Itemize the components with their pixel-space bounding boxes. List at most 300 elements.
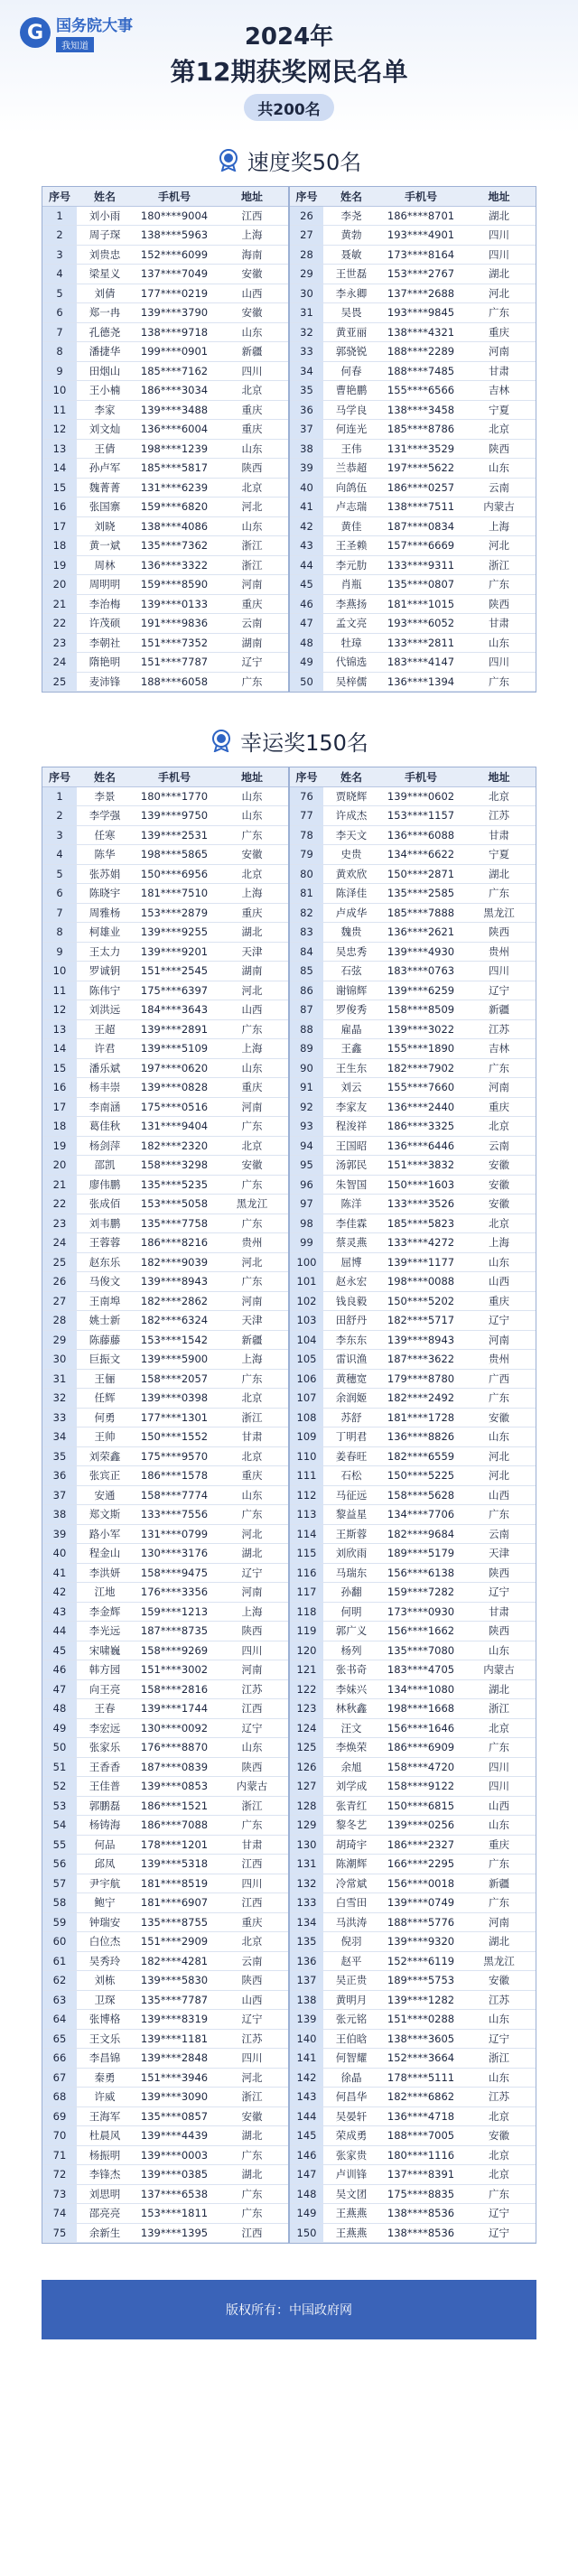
winner-name: 许君 [77,1039,133,1059]
winner-name: 李学强 [77,806,133,826]
winner-region: 天津 [216,1311,289,1331]
table-row [42,1446,536,1466]
table-row [42,1855,536,1874]
column-header: 地址 [462,767,536,786]
winner-phone: 183****4147 [379,653,462,673]
winner-name: 何明 [323,1602,379,1622]
medal-icon [210,729,233,752]
winner-region: 云南 [462,1136,536,1156]
winner-region: 北京 [462,1117,536,1137]
table-row [42,1524,536,1544]
winner-no: 16 [42,1078,77,1098]
winner-region: 湖南 [216,633,289,653]
winner-name: 任寒 [77,825,133,845]
winner-region: 广东 [462,1738,536,1758]
winner-phone: 130****3176 [133,1544,216,1564]
winner-no: 7 [42,903,77,923]
winner-no: 32 [42,1389,77,1409]
winner-region: 四川 [462,245,536,265]
winner-no: 65 [42,2029,77,2049]
winner-phone: 182****2320 [133,1136,216,1156]
winner-phone: 153****5058 [133,1195,216,1214]
winner-name: 孙翻 [323,1583,379,1603]
winner-phone: 152****6119 [379,1951,462,1971]
winner-no: 18 [42,536,77,556]
winner-region: 北京 [216,478,289,498]
table-row [42,2204,536,2224]
winner-phone: 139****1744 [133,1699,216,1719]
winner-no: 23 [42,633,77,653]
winner-no: 3 [42,825,77,845]
winner-no: 48 [289,633,323,653]
winner-phone: 176****8870 [133,1738,216,1758]
winner-region: 山东 [462,1816,536,1836]
winner-phone: 158****9475 [133,1563,216,1583]
winner-phone: 158****2057 [133,1369,216,1389]
winner-region: 山西 [462,1796,536,1816]
winner-phone: 185****5823 [379,1214,462,1233]
winner-no: 88 [289,1019,323,1039]
winner-no: 49 [42,1718,77,1738]
winner-phone: 184****3643 [133,1000,216,1020]
winner-region: 天津 [462,1544,536,1564]
winner-phone: 135****5235 [133,1175,216,1195]
winner-name: 李天文 [323,825,379,845]
winner-name: 吴正贵 [323,1971,379,1991]
winner-no: 90 [289,1058,323,1078]
winner-no: 103 [289,1311,323,1331]
winner-name: 刘思明 [77,2184,133,2204]
winner-name: 刘倩 [77,284,133,303]
winner-no: 84 [289,942,323,962]
brand-sub: 我知道 [56,37,94,52]
winner-name: 王蓉蓉 [77,1233,133,1253]
winner-region: 四川 [462,226,536,246]
winner-no: 20 [42,1156,77,1176]
winner-name: 廖伟鹏 [77,1175,133,1195]
winner-phone: 134****7706 [379,1505,462,1525]
winner-phone: 176****3356 [133,1583,216,1603]
winner-name: 刘栋 [77,1971,133,1991]
winner-no: 118 [289,1602,323,1622]
winner-region: 北京 [462,2165,536,2185]
winner-region: 浙江 [462,555,536,575]
winner-phone: 139****5830 [133,1971,216,1991]
winner-region: 上海 [462,1233,536,1253]
winner-name: 李治梅 [77,594,133,614]
winner-no: 17 [42,516,77,536]
winner-no: 134 [289,1912,323,1932]
winner-no: 113 [289,1505,323,1525]
winner-phone: 136****6088 [379,825,462,845]
winner-name: 李元肋 [323,555,379,575]
winner-phone: 175****9570 [133,1446,216,1466]
winner-phone: 188****7005 [379,2126,462,2146]
winner-name: 王海军 [77,2106,133,2126]
table-row [42,594,536,614]
lucky-section-title: 幸运奖150名 [240,730,368,756]
winner-name: 史贵 [323,845,379,865]
winner-no: 13 [42,1019,77,1039]
winner-region: 安徽 [216,1156,289,1176]
winner-phone: 156****6138 [379,1563,462,1583]
winner-region: 贵州 [462,942,536,962]
winner-name: 周子琛 [77,226,133,246]
winner-phone: 158****9269 [133,1641,216,1660]
winner-name: 赵东乐 [77,1252,133,1272]
winner-name: 程金山 [77,1544,133,1564]
winner-name: 罗诚钥 [77,962,133,981]
winner-region: 山东 [216,516,289,536]
winner-phone: 182****6559 [379,1446,462,1466]
winner-phone: 158****5628 [379,1485,462,1505]
winner-no: 137 [289,1971,323,1991]
winner-phone: 158****3298 [133,1156,216,1176]
winner-phone: 151****3002 [133,1660,216,1680]
winner-region: 陕西 [462,594,536,614]
winner-name: 兰恭超 [323,459,379,479]
winner-no: 2 [42,806,77,826]
winner-region: 黑龙江 [216,1195,289,1214]
winner-name: 魏贵 [323,923,379,943]
column-header: 地址 [216,767,289,786]
winner-no: 43 [289,536,323,556]
winner-no: 63 [42,1990,77,2010]
column-header: 序号 [289,187,323,206]
winner-no: 99 [289,1233,323,1253]
winner-no: 86 [289,981,323,1000]
winner-no: 9 [42,942,77,962]
winner-region: 甘肃 [216,1427,289,1447]
table-row [42,265,536,284]
winner-region: 河南 [216,1291,289,1311]
winner-name: 陈潮辉 [323,1855,379,1874]
winner-no: 87 [289,1000,323,1020]
table-row [42,1233,536,1253]
table-row [42,1389,536,1409]
header [0,0,578,134]
winner-phone: 197****0620 [133,1058,216,1078]
winner-name: 向王亮 [77,1679,133,1699]
winner-no: 17 [42,1097,77,1117]
winner-no: 42 [289,516,323,536]
winner-name: 杨铸海 [77,1816,133,1836]
winner-region: 新疆 [216,342,289,362]
winner-name: 刘欣雨 [323,1544,379,1564]
winner-no: 149 [289,2204,323,2224]
winner-name: 杨列 [323,1641,379,1660]
winner-name: 何连光 [323,420,379,440]
winner-name: 李东东 [323,1330,379,1350]
table-row [42,1835,536,1855]
column-header: 手机号 [133,767,216,786]
winner-phone: 139****1181 [133,2029,216,2049]
winner-region: 浙江 [216,555,289,575]
winner-name: 何勇 [77,1408,133,1427]
winner-region: 安徽 [216,845,289,865]
winner-region: 浙江 [462,2049,536,2069]
winner-phone: 150****1603 [379,1175,462,1195]
winner-phone: 139****5109 [133,1039,216,1059]
winner-no: 29 [289,265,323,284]
winner-phone: 182****5717 [379,1311,462,1331]
winner-region: 浙江 [216,1408,289,1427]
winner-region: 甘肃 [462,825,536,845]
winner-phone: 186****3325 [379,1117,462,1137]
winner-name: 王燕燕 [323,2223,379,2243]
winner-name: 麦沛锋 [77,672,133,692]
winner-phone: 151****3946 [133,2068,216,2088]
medal-icon [217,148,240,172]
winner-region: 安徽 [462,1971,536,1991]
winner-region: 四川 [216,1641,289,1660]
winner-name: 何智耀 [323,2049,379,2069]
winner-no: 125 [289,1738,323,1758]
winner-region: 重庆 [216,903,289,923]
winner-region: 河南 [462,1078,536,1098]
winner-phone: 139****3790 [133,303,216,323]
table-row [42,1932,536,1952]
table-row [42,361,536,381]
winner-phone: 131****0799 [133,1524,216,1544]
winner-region: 辽宁 [462,2029,536,2049]
winner-no: 60 [42,1932,77,1952]
table-row [42,1583,536,1603]
winner-region: 江苏 [462,2088,536,2107]
winner-phone: 133****7556 [133,1505,216,1525]
winner-name: 田烟山 [77,361,133,381]
winner-phone: 133****9311 [379,555,462,575]
winner-region: 云南 [462,478,536,498]
winner-name: 王鑫 [323,1039,379,1059]
winner-no: 44 [42,1622,77,1641]
table-row [42,825,536,845]
winner-phone: 137****7049 [133,265,216,284]
table-row [42,864,536,884]
winner-name: 倪羽 [323,1932,379,1952]
table-row [42,2223,536,2243]
winner-name: 牡璋 [323,633,379,653]
winner-phone: 139****9750 [133,806,216,826]
winner-no: 22 [42,1195,77,1214]
winner-no: 24 [42,1233,77,1253]
winner-phone: 157****6669 [379,536,462,556]
winner-name: 郭鹏磊 [77,1796,133,1816]
winner-region: 重庆 [216,1078,289,1098]
winner-no: 98 [289,1214,323,1233]
winner-name: 吴忠秀 [323,942,379,962]
winner-region: 上海 [462,516,536,536]
winner-region: 内蒙古 [216,1777,289,1797]
winner-no: 45 [42,1641,77,1660]
winner-no: 127 [289,1777,323,1797]
winner-name: 许威 [77,2088,133,2107]
winner-phone: 188****6058 [133,672,216,692]
winner-no: 52 [42,1777,77,1797]
winner-name: 安通 [77,1485,133,1505]
winner-no: 10 [42,962,77,981]
winner-region: 河北 [462,1446,536,1466]
winner-region: 辽宁 [462,1583,536,1603]
winner-no: 48 [42,1699,77,1719]
winner-region: 广东 [462,1855,536,1874]
winner-region: 陕西 [216,1971,289,1991]
winner-no: 64 [42,2010,77,2030]
winner-region: 上海 [216,1602,289,1622]
table-row [42,1350,536,1370]
winner-phone: 150****5202 [379,1291,462,1311]
table-row [42,2049,536,2069]
winner-phone: 139****6259 [379,981,462,1000]
winner-phone: 138****8536 [379,2223,462,2243]
winner-no: 93 [289,1117,323,1137]
winner-no: 117 [289,1583,323,1603]
winner-phone: 180****9004 [133,206,216,226]
winner-region: 安徽 [462,1408,536,1427]
winner-name: 葛佳秋 [77,1117,133,1137]
winner-region: 广东 [216,1816,289,1836]
winner-phone: 136****2440 [379,1097,462,1117]
winner-region: 四川 [462,962,536,981]
table-row [42,400,536,420]
table-row [42,1718,536,1738]
winner-region: 河北 [462,536,536,556]
winner-region: 河南 [216,1583,289,1603]
winner-region: 河南 [216,1660,289,1680]
winner-name: 陈晓宇 [77,884,133,904]
winner-phone: 139****5900 [133,1350,216,1370]
winner-no: 27 [42,1291,77,1311]
lucky-table [42,767,536,2244]
winner-no: 100 [289,1252,323,1272]
winner-name: 王国昭 [323,1136,379,1156]
winner-phone: 138****3458 [379,400,462,420]
winner-phone: 130****0092 [133,1718,216,1738]
winner-no: 108 [289,1408,323,1427]
winner-region: 吉林 [462,1039,536,1059]
winner-name: 黎冬艺 [323,1816,379,1836]
winner-name: 王帅 [77,1427,133,1447]
winner-phone: 150****2871 [379,864,462,884]
winner-name: 黄佳 [323,516,379,536]
winner-region: 浙江 [216,2088,289,2107]
winner-no: 107 [289,1389,323,1409]
winner-no: 132 [289,1874,323,1893]
winner-no: 21 [42,594,77,614]
winner-region: 上海 [216,884,289,904]
winner-no: 47 [42,1679,77,1699]
winner-name: 李燕扬 [323,594,379,614]
winner-region: 上海 [216,1350,289,1370]
winner-no: 18 [42,1117,77,1137]
table-row [42,1893,536,1913]
table-row [42,1699,536,1719]
winner-phone: 135****7080 [379,1641,462,1660]
winner-phone: 133****2811 [379,633,462,653]
table-row [42,1990,536,2010]
winner-region: 江西 [216,1699,289,1719]
winner-no: 2 [42,226,77,246]
winner-phone: 139****3022 [379,1019,462,1039]
column-header: 姓名 [77,187,133,206]
winner-phone: 138****7511 [379,498,462,517]
speed-section-header [0,134,578,186]
winner-no: 1 [42,206,77,226]
winner-region: 重庆 [216,400,289,420]
winner-no: 96 [289,1175,323,1195]
winner-region: 辽宁 [216,1563,289,1583]
winner-region: 安徽 [462,1195,536,1214]
winner-phone: 185****8786 [379,420,462,440]
winner-phone: 139****2891 [133,1019,216,1039]
winner-name: 李永卿 [323,284,379,303]
winner-no: 135 [289,1932,323,1952]
winner-region: 安徽 [462,1175,536,1195]
winner-region: 广东 [462,1389,536,1409]
winner-no: 6 [42,884,77,904]
winner-region: 四川 [216,1874,289,1893]
winner-phone: 134****1080 [379,1679,462,1699]
winner-name: 李朝社 [77,633,133,653]
winner-phone: 173****8164 [379,245,462,265]
winner-phone: 186****1578 [133,1466,216,1486]
speed-section-title: 速度奖50名 [247,149,362,175]
winner-phone: 150****1552 [133,1427,216,1447]
winner-phone: 150****6956 [133,864,216,884]
winner-name: 许成杰 [323,806,379,826]
winner-no: 4 [42,845,77,865]
winner-region: 四川 [462,1777,536,1797]
winner-no: 31 [289,303,323,323]
table-row [42,1175,536,1195]
winner-phone: 139****2848 [133,2049,216,2069]
winner-name: 汪文 [323,1718,379,1738]
winner-no: 37 [289,420,323,440]
winner-name: 张成佰 [77,1195,133,1214]
winner-no: 8 [42,342,77,362]
table-row [42,1738,536,1758]
winner-phone: 193****4901 [379,226,462,246]
winner-no: 148 [289,2184,323,2204]
table-row [42,1777,536,1797]
winner-name: 黄穗宽 [323,1369,379,1389]
winner-name: 蔡灵燕 [323,1233,379,1253]
winner-phone: 158****4720 [379,1757,462,1777]
winner-no: 13 [42,439,77,459]
winner-phone: 139****0602 [379,786,462,806]
winner-no: 68 [42,2088,77,2107]
winner-no: 74 [42,2204,77,2224]
winner-name: 石松 [323,1466,379,1486]
winner-phone: 158****9122 [379,1777,462,1797]
winner-phone: 139****5318 [133,1855,216,1874]
winner-name: 黄明月 [323,1990,379,2010]
winner-no: 6 [42,303,77,323]
table-row [42,614,536,634]
winner-no: 97 [289,1195,323,1214]
winner-no: 5 [42,864,77,884]
winner-no: 46 [289,594,323,614]
winner-name: 吴文团 [323,2184,379,2204]
winner-region: 甘肃 [462,361,536,381]
winner-name: 李锋杰 [77,2165,133,2185]
winner-name: 黄一斌 [77,536,133,556]
winner-no: 26 [42,1272,77,1292]
winner-phone: 159****7282 [379,1583,462,1603]
winner-phone: 135****7758 [133,1214,216,1233]
winner-region: 山东 [462,1252,536,1272]
winner-phone: 152****6099 [133,245,216,265]
